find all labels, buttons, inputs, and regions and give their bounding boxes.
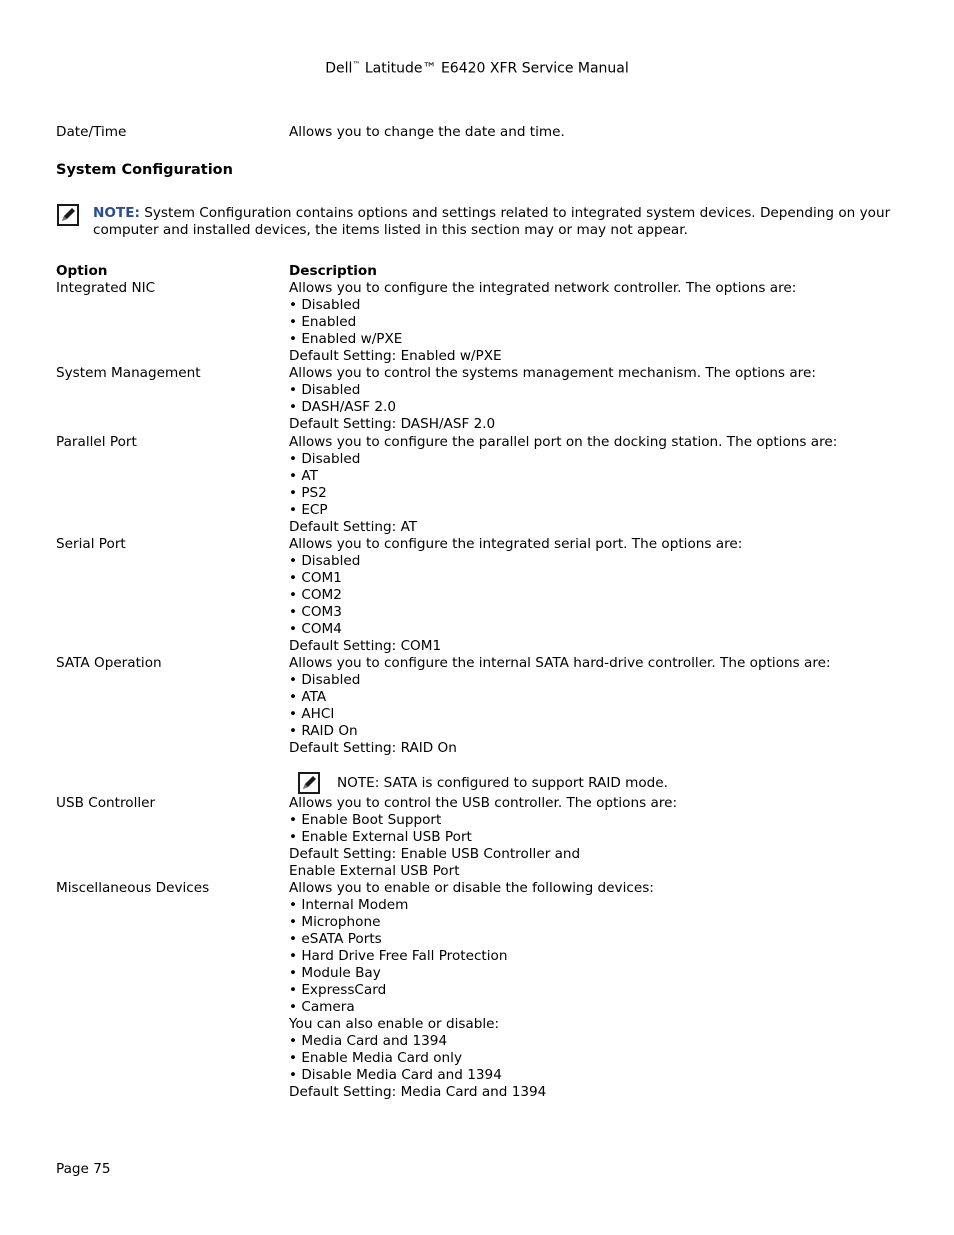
option-name: System Management <box>56 365 201 381</box>
option-description-line: Allows you to control the USB controller. The options are: <box>289 795 678 811</box>
option-choice: • Disabled <box>289 382 361 398</box>
option-choice: • Disabled <box>289 297 361 313</box>
system-config-note <box>93 205 893 239</box>
option-choice: • Disable Media Card and 1394 <box>289 1067 502 1083</box>
option-choice: • COM3 <box>289 604 342 620</box>
option-choice: • RAID On <box>289 723 358 739</box>
option-choice: • Enable Boot Support <box>289 812 442 828</box>
option-choice: • Hard Drive Free Fall Protection <box>289 948 508 964</box>
option-choice: • Disabled <box>289 553 361 569</box>
option-choice: • Enabled <box>289 314 357 330</box>
option-description-line: Default Setting: DASH/ASF 2.0 <box>289 416 496 432</box>
option-description-line: You can also enable or disable: <box>289 1016 500 1032</box>
note-label: NOTE: <box>93 205 140 221</box>
option-description-line: Default Setting: COM1 <box>289 638 442 654</box>
option-choice: • Disabled <box>289 672 361 688</box>
option-description-line: Allows you to configure the integrated network controller. The options are: <box>289 280 797 296</box>
option-choice: • ATA <box>289 689 327 705</box>
option-choice: • DASH/ASF 2.0 <box>289 399 396 415</box>
option-choice: • Microphone <box>289 914 381 930</box>
note-pencil-icon <box>57 204 79 226</box>
option-choice: • Enable External USB Port <box>289 829 472 845</box>
option-choice: • Camera <box>289 999 355 1015</box>
option-choice: • PS2 <box>289 485 327 501</box>
option-description-line: Allows you to configure the internal SATA hard-drive controller. The options are: <box>289 655 831 671</box>
datetime-option: Date/Time <box>56 124 127 140</box>
option-description-line: Default Setting: RAID On <box>289 740 457 756</box>
header-trademark: ™ <box>352 60 361 69</box>
datetime-description: Allows you to change the date and time. <box>289 124 565 140</box>
option-description-line: Default Setting: Media Card and 1394 <box>289 1084 547 1100</box>
option-description-line: Default Setting: Enabled w/PXE <box>289 348 502 364</box>
option-choice: • COM2 <box>289 587 342 603</box>
option-description-line: Default Setting: AT <box>289 519 418 535</box>
sata-note: NOTE: SATA is configured to support RAID mode. <box>337 775 668 791</box>
option-description-line: Default Setting: Enable USB Controller and <box>289 846 581 862</box>
table-header-description: Description <box>289 263 377 279</box>
note-pencil-icon <box>298 772 320 794</box>
option-choice: • Enable Media Card only <box>289 1050 462 1066</box>
option-description-line: Allows you to configure the parallel port on the docking station. The options are: <box>289 434 838 450</box>
section-title: System Configuration <box>56 162 233 178</box>
option-choice: • AT <box>289 468 318 484</box>
header-brand: Dell <box>325 60 353 77</box>
header-title-rest: Latitude™ E6420 XFR Service Manual <box>360 60 629 77</box>
option-choice: • eSATA Ports <box>289 931 382 947</box>
option-choice: • COM4 <box>289 621 342 637</box>
option-description-line: Allows you to enable or disable the following devices: <box>289 880 654 896</box>
option-choice: • Internal Modem <box>289 897 409 913</box>
option-choice: • COM1 <box>289 570 342 586</box>
option-choice: • ExpressCard <box>289 982 387 998</box>
option-description-line: Allows you to control the systems management mechanism. The options are: <box>289 365 816 381</box>
option-choice: • Disabled <box>289 451 361 467</box>
option-name: Integrated NIC <box>56 280 156 296</box>
note-body: System Configuration contains options and settings related to integrated system devices. Depending on your computer and installed devices, the items listed in this section may or may not appear. <box>93 205 891 238</box>
option-name: Parallel Port <box>56 434 137 450</box>
option-choice: • Module Bay <box>289 965 381 981</box>
option-choice: • Media Card and 1394 <box>289 1033 448 1049</box>
option-description-line: Enable External USB Port <box>289 863 460 879</box>
option-name: USB Controller <box>56 795 156 811</box>
option-choice: • Enabled w/PXE <box>289 331 403 347</box>
option-name: Miscellaneous Devices <box>56 880 210 896</box>
option-name: SATA Operation <box>56 655 162 671</box>
table-header-option: Option <box>56 263 108 279</box>
option-description-line: Allows you to configure the integrated serial port. The options are: <box>289 536 743 552</box>
option-choice: • ECP <box>289 502 328 518</box>
page-header <box>0 56 954 78</box>
option-name: Serial Port <box>56 536 126 552</box>
option-choice: • AHCI <box>289 706 335 722</box>
page-number: Page 75 <box>56 1161 111 1177</box>
